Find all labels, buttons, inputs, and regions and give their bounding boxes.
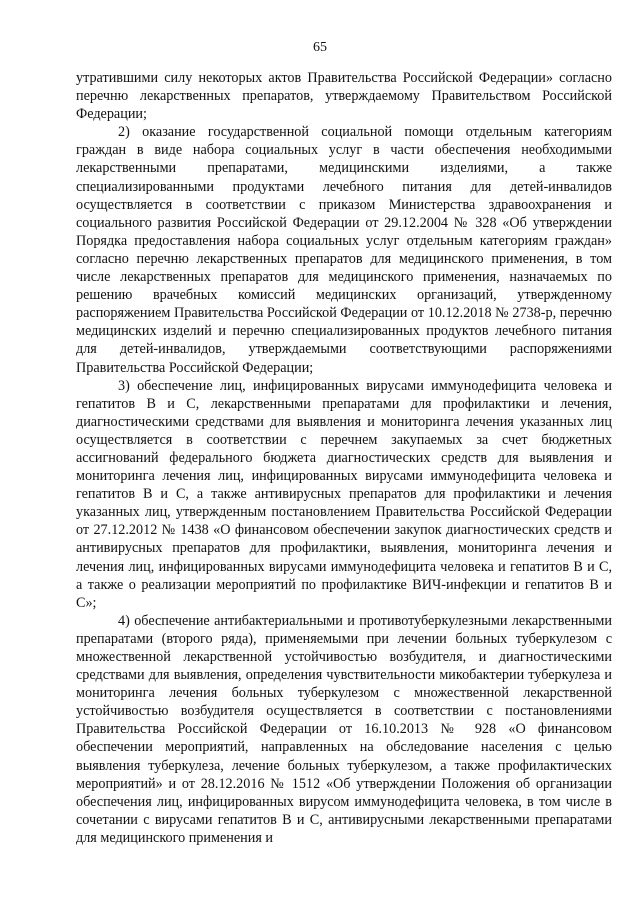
page-number: 65 (313, 40, 327, 55)
document-body (76, 69, 612, 847)
paragraph-item-4: 4) обеспечение антибактериальными и противотуберкулезными лекарственными препаратами (второго ряда), применяемыми при лечении больных туберкулезом с множественной лекарственной устойчивостью возбудителя, и диагностическими средствами для выявления, определения чувствительности микобактерии туберкулеза и мониторинга лечения больных туберкулезом с множественной лекарственной устойчивостью возбудителя осуществляется в соответствии с постановлениями Правительства Российской Федерации от 16.10.2013 № 928 «О финансовом обеспечении мероприятий, направленных на обследование населения с целью выявления туберкулеза, лечение больных туберкулезом, а также профилактических мероприятий» и от 28.12.2016 № 1512 «Об утверждении Положения об организации обеспечения лиц, инфицированных вирусом иммунодефицита человека, в том числе в сочетании с вирусами гепатитов B и C, антивирусными лекарственными препаратами для медицинского применения и (76, 612, 612, 846)
paragraph-item-3: 3) обеспечение лиц, инфицированных вирусами иммунодефицита человека и гепатитов B и C, лекарственными препаратами для профилактики и лечения, диагностическими средствами для выявления и мониторинга лечения указанных лиц осуществляется в соответствии с перечнем закупаемых за счет бюджетных ассигнований федерального бюджета диагностических средств для выявления и мониторинга лечения лиц, инфицированных вирусами иммунодефицита человека и гепатитов B и C, а также антивирусных препаратов для профилактики и лечения указанных лиц, утвержденным постановлением Правительства Российской Федерации от 27.12.2012 № 1438 «О финансовом обеспечении закупок диагностических средств и антивирусных препаратов для профилактики, выявления, мониторинга лечения и лечения лиц, инфицированных вирусами иммунодефицита человека и гепатитов B и C, а также о реализации мероприятий по профилактике ВИЧ-инфекции и гепатитов B и C»; (76, 377, 612, 611)
paragraph-item-2: 2) оказание государственной социальной помощи отдельным категориям граждан в виде набора социальных услуг в части обеспечения необходимыми лекарственными препаратами, медицинскими изделиями, а также специализированными продуктами лечебного питания для детей-инвалидов осуществляется в соответствии с приказом Министерства здравоохранения и социального развития Российской Федерации от 29.12.2004 № 328 «Об утверждении Порядка предоставления набора социальных услуг отдельным категориям граждан» согласно перечню лекарственных препаратов для медицинского применения, в том числе лекарственных препаратов для медицинского применения, назначаемых по решению врачебных комиссий медицинских организаций, утвержденному распоряжением Правительства Российской Федерации от 10.12.2018 № 2738-р, перечню медицинских изделий и перечню специализированных продуктов лечебного питания для детей-инвалидов, утверждаемыми соответствующими распоряжениями Правительства Российской Федерации; (76, 124, 612, 376)
paragraph-continuation: утратившими силу некоторых актов Правительства Российской Федерации» согласно перечню лекарственных препаратов, утверждаемому Правительством Российской Федерации; (76, 70, 612, 123)
